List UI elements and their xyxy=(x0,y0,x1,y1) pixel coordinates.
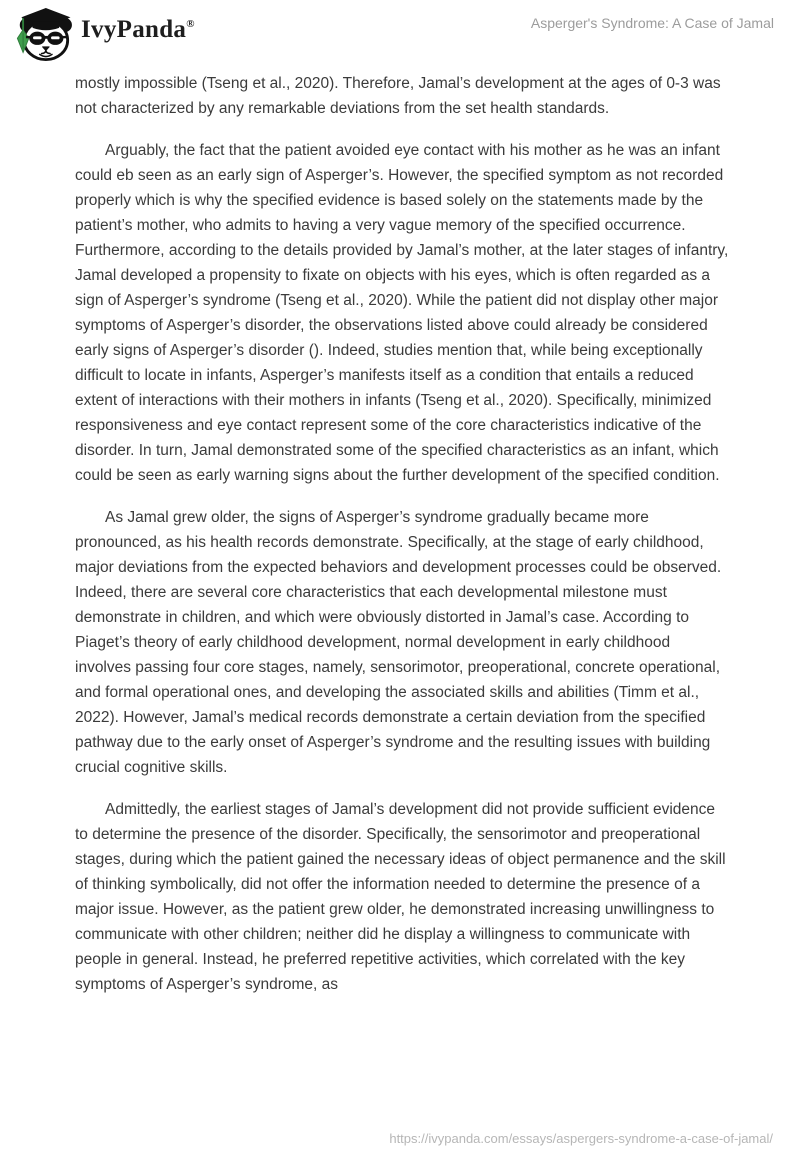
brand xyxy=(14,7,195,62)
paragraph: Arguably, the fact that the patient avoided eye contact with his mother as he was an infant could eb seen as an early sign of Asperger’s. However, the specified symptom as not recorded properly which is why the specified evidence is based solely on the statements made by the patient’s mother, who admits to having a very vague memory of the specified occurrence. Furthermore, according to the details provided by Jamal’s mother, at the later stages of infantry, Jamal developed a propensity to fixate on objects with his eyes, which is often regarded as a sign of Asperger’s syndrome (Tseng et al., 2020). While the patient did not display other major symptoms of Asperger’s disorder, the observations listed above could already be considered early signs of Asperger’s disorder (). Indeed, studies mention that, while being exceptionally difficult to locate in infants, Asperger’s manifests itself as a condition that entails a reduced extent of interactions with their mothers in infants (Tseng et al., 2020). Specifically, minimized responsiveness and eye contact represent some of the core characteristics indicative of the disorder. In turn, Jamal demonstrated some of the specified characteristics as an infant, which could be seen as early warning signs about the further development of the specified condition. xyxy=(75,142,729,484)
brand-name-text: IvyPanda xyxy=(81,16,187,43)
document-title: Asperger's Syndrome: A Case of Jamal xyxy=(530,15,774,31)
paragraph: Admittedly, the earliest stages of Jamal’s development did not provide sufficient evidence to determine the presence of the disorder. Specifically, the sensorimotor and preoperational stages, during which the patient gained the necessary ideas of object permanence and the skill of thinking symbolically, did not offer the information needed to determine the presence of a major issue. However, as the patient grew older, he demonstrated increasing unwillingness to communicate with other children; neither did he display a willingness to communicate with people in general. Instead, he preferred repetitive activities, which correlated with the key symptoms of Asperger’s syndrome, as xyxy=(75,801,726,993)
paragraph: As Jamal grew older, the signs of Asperger’s syndrome gradually became more pronounced, as his health records demonstrate. Specifically, at the stage of early childhood, major deviations from the expected behaviors and development processes could be observed. Indeed, there are several core characteristics that each developmental milestone must demonstrate in children, and which were obviously distorted in Jamal’s case. According to Piaget’s theory of early childhood development, normal development in early childhood involves passing four core stages, namely, sensorimotor, preoperational, concrete operational, and formal operational ones, and developing the associated skills and abilities (Timm et al., 2022). However, Jamal’s medical records demonstrate a certain deviation from the specified pathway due to the early onset of Asperger’s syndrome and the resulting issues with building crucial cognitive skills. xyxy=(75,509,722,776)
brand-name xyxy=(81,17,195,42)
panda-graduation-cap-icon xyxy=(14,7,72,62)
page-header xyxy=(0,0,800,66)
paragraph: mostly impossible (Tseng et al., 2020). Therefore, Jamal’s development at the ages of 0-3 was not characterized by any remarkable deviations from the set health standards. xyxy=(75,75,721,117)
registered-trademark-mark: ® xyxy=(186,18,195,30)
source-url: https://ivypanda.com/essays/aspergers-syndrome-a-case-of-jamal/ xyxy=(389,1131,773,1146)
essay-body xyxy=(75,71,730,1014)
